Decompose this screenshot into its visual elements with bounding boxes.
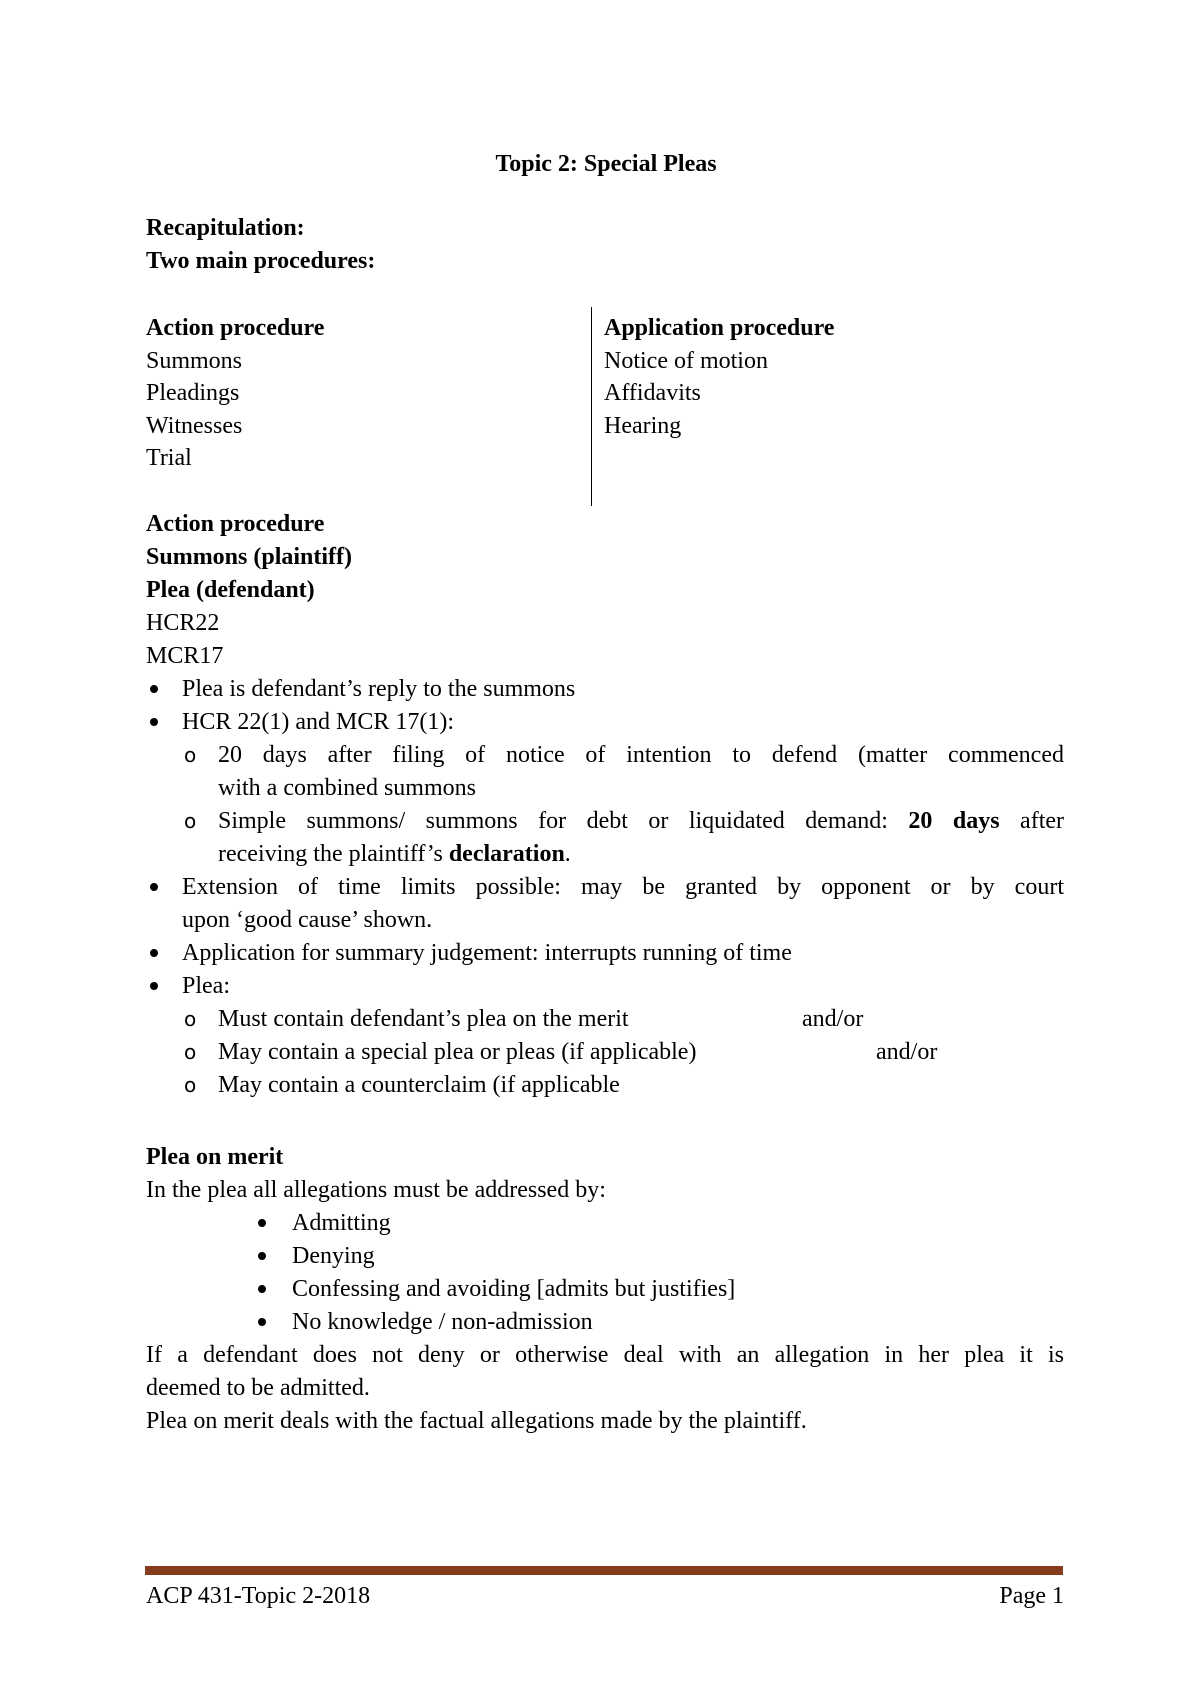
- list-item: Confessing and avoiding [admits but justifies]: [292, 1276, 736, 1302]
- list-item: o Must contain defendant’s plea on the merit and/or: [146, 1003, 1064, 1036]
- list-item: o Simple summons/ summons for debt or liquidated demand: 20 days after: [146, 805, 1064, 838]
- recap-heading: Recapitulation:: [146, 215, 305, 241]
- list-item: Trial: [146, 445, 192, 471]
- list-item: Hearing: [604, 412, 682, 439]
- circle-bullet-icon: o: [184, 743, 197, 767]
- circle-bullet-icon: o: [184, 809, 197, 833]
- list-item: Plea is defendant’s reply to the summons: [182, 676, 576, 702]
- list-item: Affidavits: [604, 380, 701, 406]
- action-section: [146, 508, 1064, 1102]
- rule-reference: HCR22: [146, 610, 220, 636]
- column-divider: [591, 307, 592, 506]
- and-or-label: and/or: [802, 1006, 864, 1032]
- application-procedure-heading: Application procedure: [604, 315, 835, 341]
- list-item-continuation: with a combined summons: [218, 775, 476, 801]
- circle-bullet-icon: o: [184, 1040, 197, 1064]
- list-item: o 20 days after filing of notice of intention to defend (matter commenced: [146, 739, 1064, 772]
- footer-document-id: ACP 431-Topic 2-2018: [146, 1583, 371, 1609]
- page-title: Topic 2: Special Pleas: [495, 151, 717, 177]
- list-item: HCR 22(1) and MCR 17(1):: [182, 709, 454, 735]
- list-item: Plea:: [182, 973, 230, 999]
- footer-rule: [145, 1566, 1063, 1575]
- list-item-continuation: receiving the plaintiff’s declaration.: [218, 841, 571, 867]
- list-item: Summons: [146, 347, 243, 374]
- list-item: o May contain a special plea or pleas (if applicable) and/or: [146, 1036, 1064, 1069]
- list-item: o May contain a counterclaim (if applicable: [146, 1069, 1064, 1102]
- section-heading: Plea on merit: [146, 1144, 284, 1170]
- list-item: Extension of time limits possible: may be granted by opponent or by court: [182, 874, 1064, 900]
- list-item: Witnesses: [146, 412, 243, 439]
- action-procedure-heading: Action procedure: [146, 315, 325, 341]
- list-item: Notice of motion: [604, 347, 768, 374]
- section-heading: Plea (defendant): [146, 577, 315, 603]
- two-main-heading: Two main procedures:: [146, 248, 376, 274]
- section-heading: Summons (plaintiff): [146, 544, 353, 570]
- section-heading: Action procedure: [146, 511, 325, 537]
- circle-bullet-icon: o: [184, 1007, 197, 1031]
- list-item-continuation: upon ‘good cause’ shown.: [182, 907, 433, 933]
- merit-section: [146, 1141, 1064, 1438]
- list-item: Denying: [292, 1243, 375, 1269]
- list-item: Application for summary judgement: interrupts running of time: [182, 940, 792, 966]
- paragraph: If a defendant does not deny or otherwise deal with an allegation in her plea it is: [146, 1342, 1064, 1368]
- paragraph: deemed to be admitted.: [146, 1375, 370, 1401]
- list-item: Admitting: [292, 1210, 391, 1236]
- list-item: No knowledge / non-admission: [292, 1309, 593, 1335]
- paragraph: In the plea all allegations must be addressed by:: [146, 1177, 606, 1203]
- list-item: Pleadings: [146, 380, 240, 406]
- and-or-label: and/or: [876, 1039, 938, 1065]
- paragraph: Plea on merit deals with the factual allegations made by the plaintiff.: [146, 1408, 807, 1434]
- footer-page-number: Page 1: [999, 1583, 1064, 1609]
- action-procedure-column: [146, 312, 576, 475]
- rule-reference: MCR17: [146, 643, 224, 669]
- application-procedure-column: [604, 312, 1024, 442]
- circle-bullet-icon: o: [184, 1073, 197, 1097]
